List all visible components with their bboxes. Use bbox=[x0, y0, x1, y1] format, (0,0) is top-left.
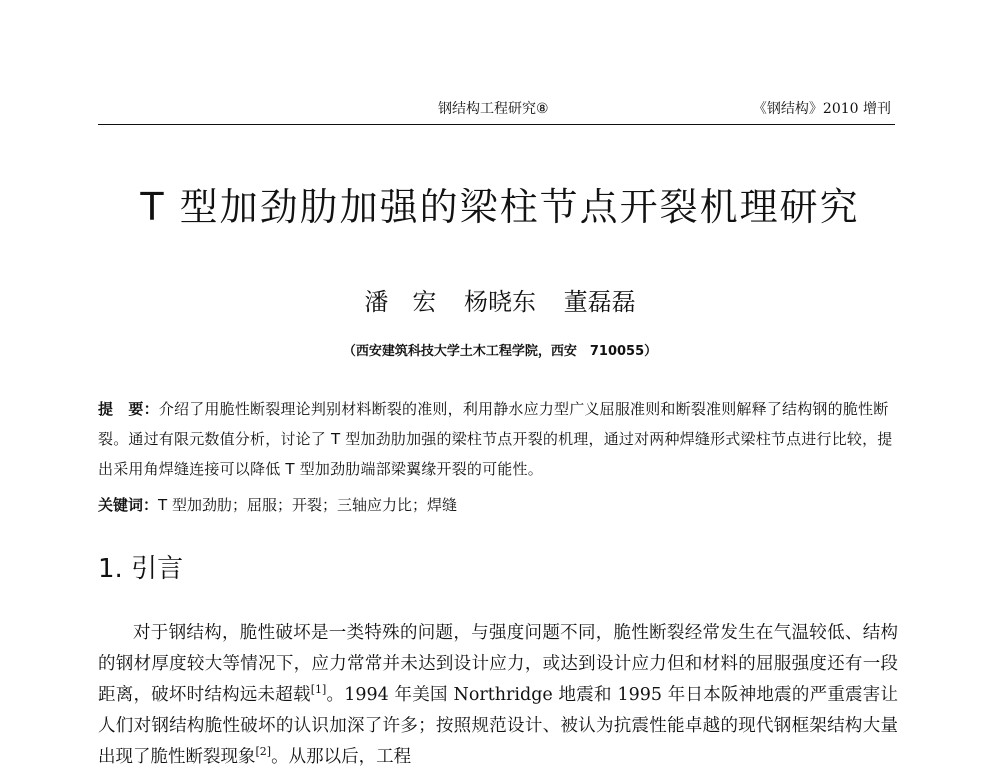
body-paragraph-text bbox=[98, 618, 898, 773]
affiliation: （西安建筑科技大学土木工程学院，西安 710055） bbox=[342, 344, 658, 359]
citation-1[interactable]: [1] bbox=[310, 683, 327, 697]
journal-title: 钢结构工程研究⑧ bbox=[438, 101, 549, 117]
keywords bbox=[98, 493, 898, 517]
abstract bbox=[98, 394, 898, 484]
author-list bbox=[0, 282, 1000, 317]
body-text-part-3: 。从那以后，工程 bbox=[271, 747, 412, 767]
author-2: 杨晓东 bbox=[464, 288, 536, 316]
keywords-label: 关键词： bbox=[98, 496, 159, 514]
body-text-part-1: 对于钢结构，脆性破坏是一类特殊的问题，与强度问题不同，脆性断裂经常发生在气温较低、结构的钢材厚度较大等情况下，应力常常并未达到设计应力，或达到设计应力但和材料的屈服强度还有一段距离，破坏时结构远未超载 bbox=[98, 623, 898, 705]
paper-title: T 型加劲肋加强的梁柱节点开裂机理研究 bbox=[140, 185, 860, 229]
citation-2[interactable]: [2] bbox=[255, 745, 272, 759]
author-1: 潘 宏 bbox=[364, 288, 437, 316]
author-3: 董磊磊 bbox=[563, 288, 636, 316]
body-paragraph bbox=[98, 618, 898, 773]
section-heading: 1. 引言 bbox=[98, 554, 184, 584]
running-header bbox=[98, 94, 895, 125]
journal-issue: 《钢结构》2010 增刊 bbox=[752, 101, 891, 117]
keywords-text: T 型加劲肋；屈服；开裂；三轴应力比；焊缝 bbox=[158, 496, 457, 514]
abstract-text: 介绍了用脆性断裂理论判别材料断裂的准则，利用静水应力型广义屈服准则和断裂准则解释了结构钢的脆性断裂。通过有限元数值分析，讨论了 T 型加劲肋加强的梁柱节点开裂的机理，通过对两种焊缝形式梁柱节点进行比较，提出采用角焊缝连接可以降低 T 型加劲肋端部梁翼缘开裂的可能性。 bbox=[98, 400, 893, 478]
abstract-label: 提 要： bbox=[98, 400, 159, 418]
body-text-part-2: 。1994 年美国 Northridge 地震和 1995 年日本阪神地震的严重震害让人们对钢结构脆性破坏的认识加深了许多；按照规范设计、被认为抗震性能卓越的现代钢框架结构大量出现了脆性断裂现象 bbox=[98, 685, 898, 767]
